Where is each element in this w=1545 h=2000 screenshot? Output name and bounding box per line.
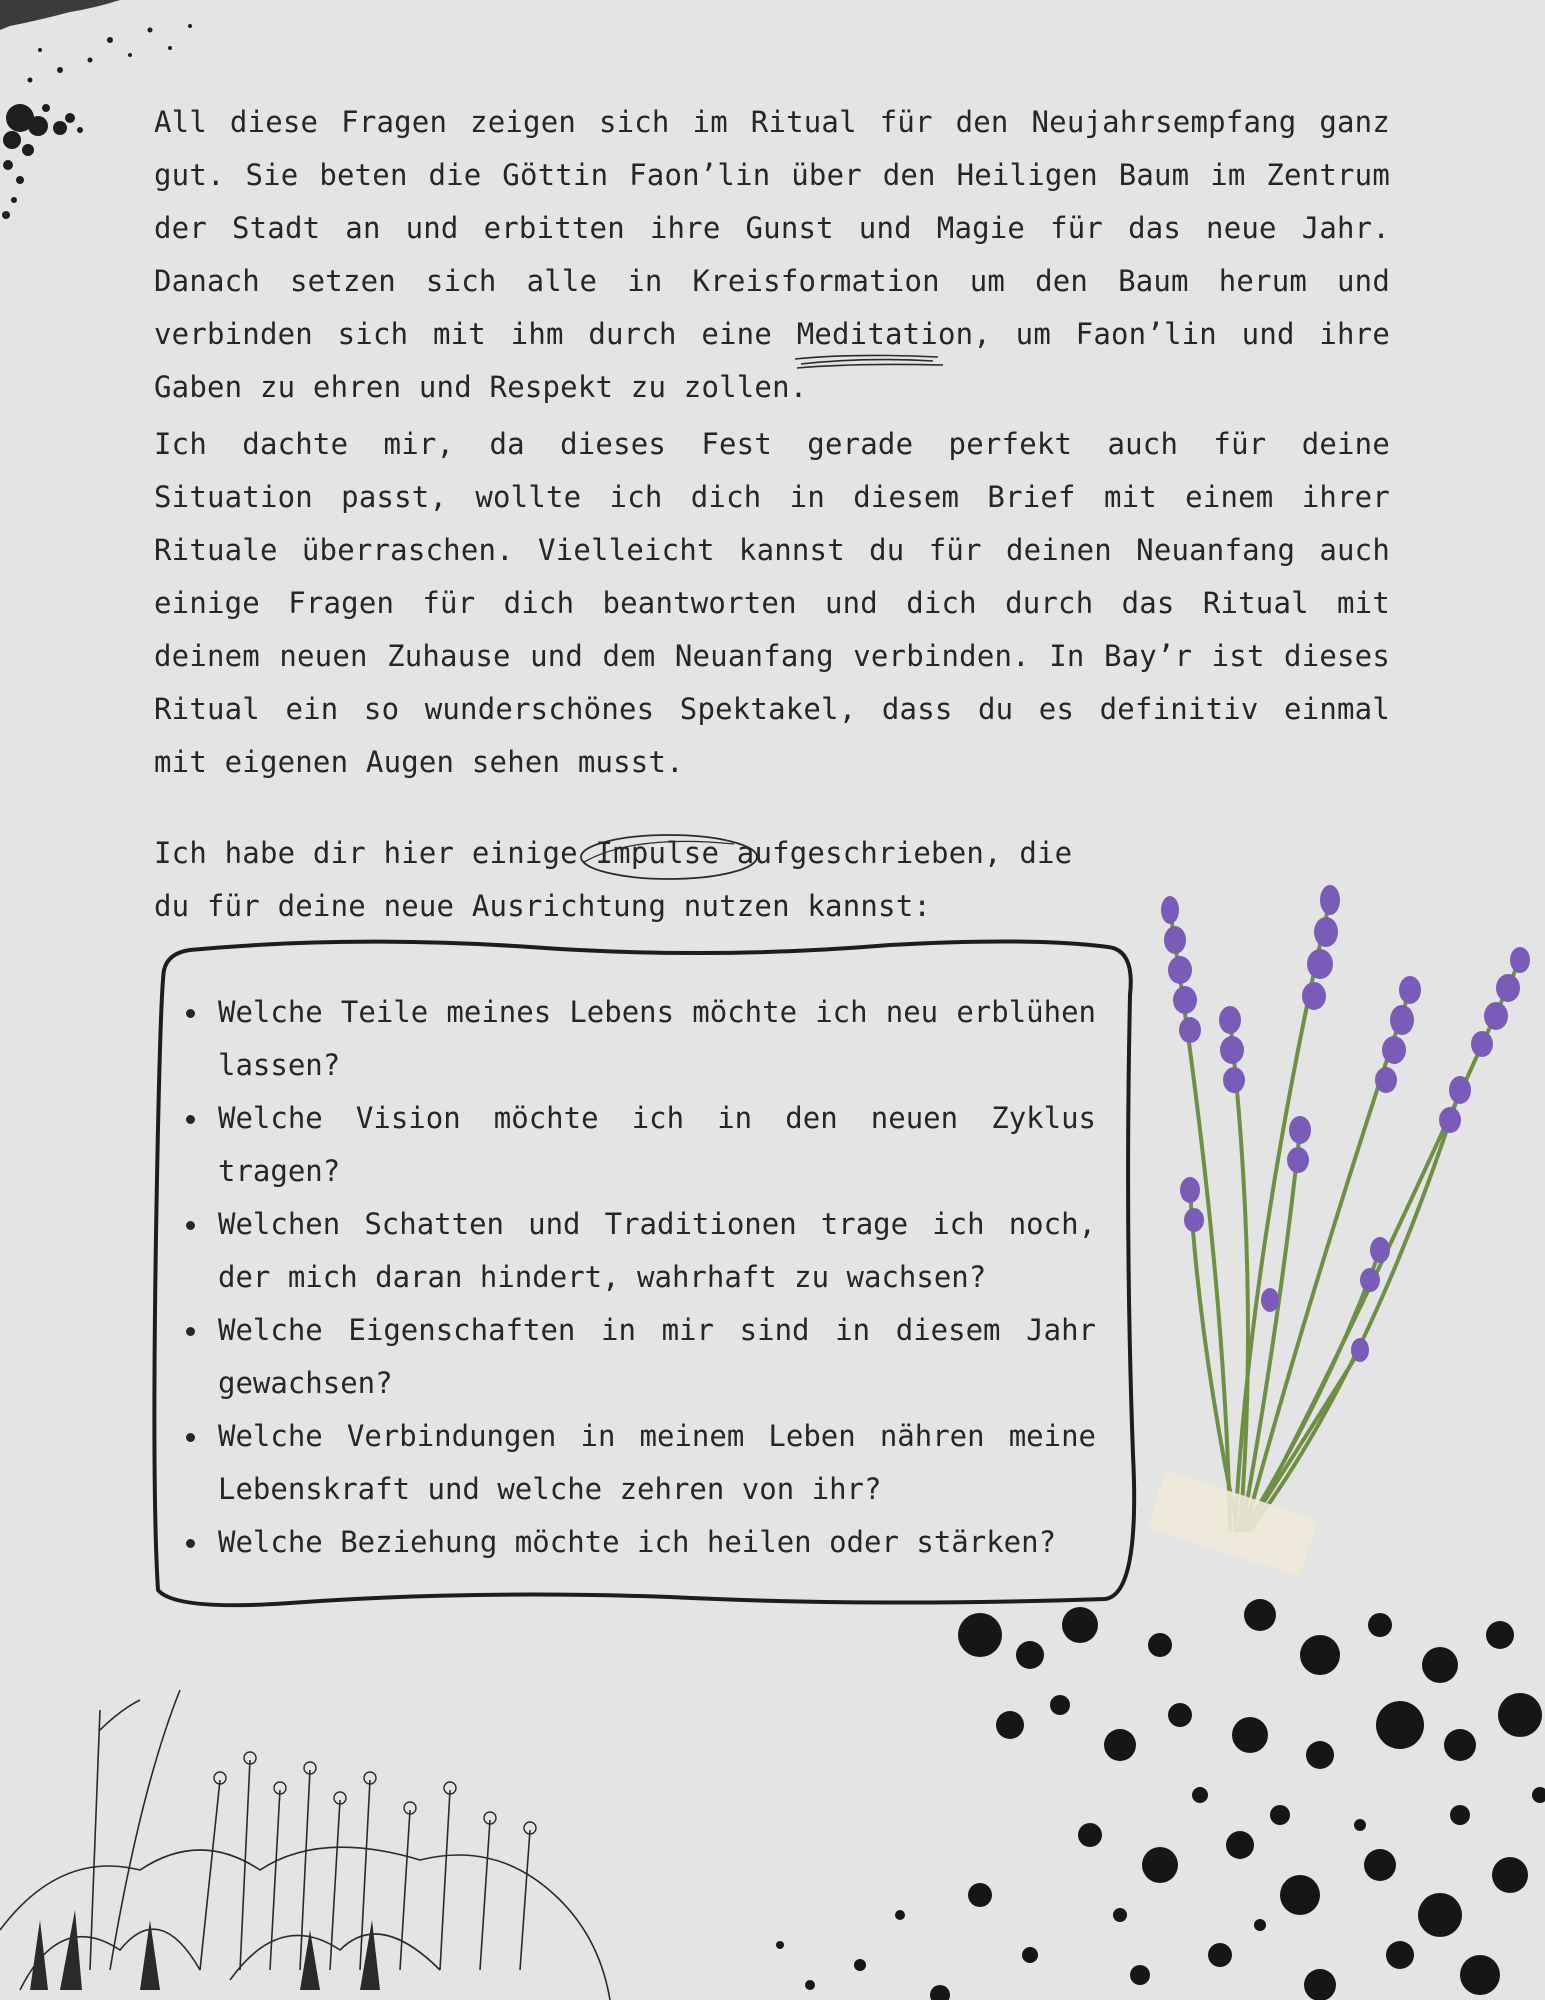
question-item: Welche Eigenschaften in mir sind in diesem Jahr gewachsen? [176, 1304, 1096, 1410]
highlight-impulse-text: Impulse [595, 836, 720, 870]
scribble-underline-icon [793, 351, 943, 373]
paragraph-impulses-text-after: aufgeschrieben, die du für deine neue Ausrichtung nutzen kannst: [154, 836, 1073, 923]
reflection-question-list [176, 986, 1096, 1569]
question-item: Welche Verbindungen in meinem Leben nähren meine Lebenskraft und welche zehren von ihr? [176, 1410, 1096, 1516]
ink-splatter-bottom-right-icon [560, 1595, 1545, 2000]
herb-sketch-icon [0, 1670, 640, 2000]
highlight-meditation [797, 317, 974, 351]
highlight-impulse [596, 836, 720, 870]
highlight-meditation-text: Meditation [796, 317, 974, 351]
paragraph-surprise: Ich dachte mir, da dieses Fest gerade perfekt auch für deine Situation passt, wollte ich dich in diesem Brief mit einem ihrer Rituale überraschen. Vielleicht kannst du für deinen Neuanfang auch einige Fragen für dich beantworten und dich durch das Ritual mit deinem neuen Zuhause und dem Neuanfang verbinden. In Bay’r ist dieses Ritual ein so wunderschönes Spektakel, dass du es definitiv einmal mit eigenen Augen sehen musst. [154, 427, 1390, 779]
question-item: Welche Teile meines Lebens möchte ich neu erblühen lassen? [176, 986, 1096, 1092]
paragraph-ritual-text-after: , um Faon’lin und ihre Gaben zu ehren und Respekt zu zollen. [154, 317, 1390, 404]
question-item: Welchen Schatten und Traditionen trage ich noch, der mich daran hindert, wahrhaft zu wachsen? [176, 1198, 1096, 1304]
paragraph-impulses-text-before: Ich habe dir hier einige [154, 836, 596, 870]
question-item: Welche Beziehung möchte ich heilen oder stärken? [176, 1516, 1096, 1569]
lavender-illustration-icon [1130, 870, 1545, 1610]
paragraph-ritual [154, 96, 1390, 414]
paragraph-ritual-text-before: All diese Fragen zeigen sich im Ritual für den Neujahrsempfang ganz gut. Sie beten die Göttin Faon’lin über den Heiligen Baum im Zentrum der Stadt an und erbitten ihre Gunst und Magie für das neue Jahr. Danach setzen sich alle in Kreisformation um den Baum herum und verbinden sich mit ihm durch eine [154, 105, 1390, 351]
paragraph-impulses [154, 827, 1104, 933]
question-item: Welche Vision möchte ich in den neuen Zyklus tragen? [176, 1092, 1096, 1198]
